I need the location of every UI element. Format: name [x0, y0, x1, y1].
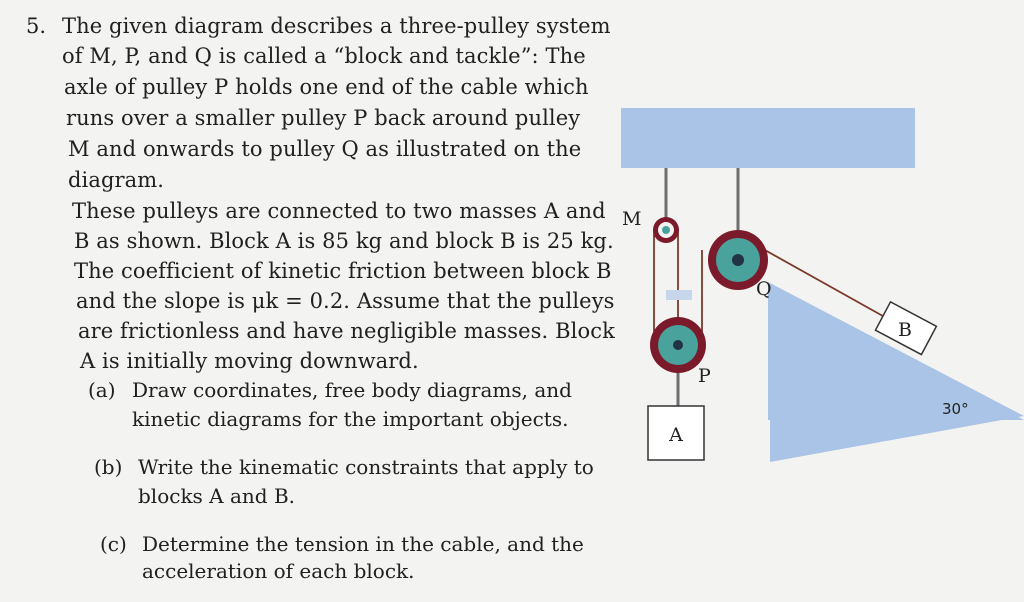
pulley-q-label: Q: [756, 278, 772, 300]
part-a-label: (a): [88, 378, 116, 402]
part-b-label: (b): [94, 455, 123, 479]
intro-line: and the slope is μk = 0.2. Assume that the pulleys: [76, 289, 615, 313]
intro-line: axle of pulley P holds one end of the cable which: [64, 75, 589, 99]
intro-line: diagram.: [68, 168, 165, 192]
pulley-p-label: P: [698, 365, 711, 387]
angle-label: 30°: [942, 400, 969, 418]
block-b-label: B: [898, 319, 912, 341]
part-b-line: Write the kinematic constraints that apply to: [138, 455, 594, 479]
pulley-connector: [666, 290, 692, 300]
intro-line: These pulleys are connected to two masses A and: [72, 199, 606, 223]
part-c-line: Determine the tension in the cable, and the: [142, 532, 584, 556]
intro-line: runs over a smaller pulley P back around pulley: [66, 106, 581, 130]
problem-number: 5.: [26, 14, 47, 38]
pulley-p-axle: [673, 340, 683, 350]
intro-line: of M, P, and Q is called a “block and tackle”: The: [62, 44, 586, 68]
intro-line: M and onwards to pulley Q as illustrated on the: [68, 137, 582, 161]
part-c-line: acceleration of each block.: [142, 559, 415, 583]
pulley-diagram-svg: [600, 90, 1024, 490]
part-a-line: kinetic diagrams for the important objects.: [132, 407, 569, 431]
pulley-m-label: M: [622, 208, 642, 230]
part-a-line: Draw coordinates, free body diagrams, and: [132, 378, 572, 402]
pulley-q-axle: [732, 254, 744, 266]
ceiling-support: [621, 108, 915, 168]
part-c-label: (c): [100, 532, 127, 556]
intro-line: are frictionless and have negligible masses. Block: [78, 319, 615, 343]
intro-line: The given diagram describes a three-pulley system: [62, 14, 611, 38]
intro-line: The coefficient of kinetic friction between block B: [74, 259, 612, 283]
intro-line: B as shown. Block A is 85 kg and block B is 25 kg.: [74, 229, 614, 253]
part-b-line: blocks A and B.: [138, 484, 296, 508]
block-a-label: A: [669, 424, 683, 446]
pulley-m-hub: [662, 226, 670, 234]
intro-line: A is initially moving downward.: [80, 349, 419, 373]
pulley-diagram: [600, 90, 1024, 490]
